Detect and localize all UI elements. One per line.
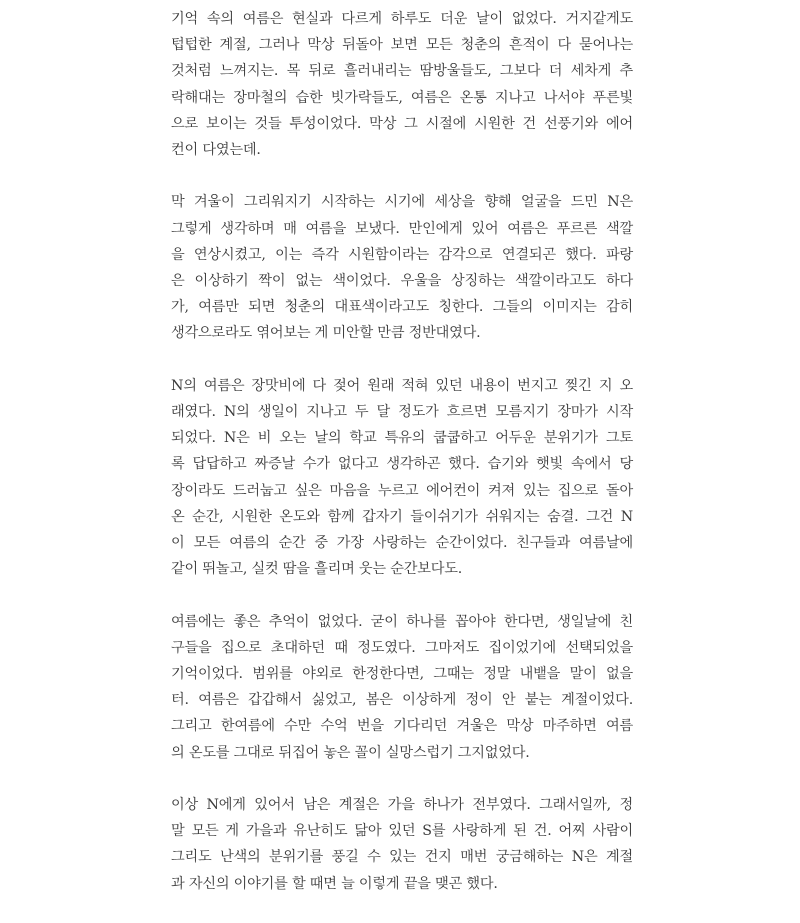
text-line: 기억이었다. 범위를 야외로 한정한다면, 그때는 정말 내뱉을 말이 없을 xyxy=(171,666,633,683)
text-line: 기억 속의 여름은 현실과 다르게 하루도 더운 날이 없었다. 거지같게도 xyxy=(171,11,633,27)
text-line: 여름에는 좋은 추억이 없었다. 굳이 하나를 꼽아야 한다면, 생일날에 친 xyxy=(171,613,633,630)
text-line: N의 여름은 장맛비에 다 젖어 원래 적혀 있던 내용이 번지고 찢긴 지 오 xyxy=(171,377,633,394)
text-line: 을 연상시켰고, 이는 즉각 시원함이라는 감각으로 연결되곤 했다. 파랑 xyxy=(171,246,633,263)
text-line: 컨이 다였는데. xyxy=(171,142,261,159)
text-line: 이상 N에게 있어서 남은 계절은 가을 하나가 전부였다. 그래서일까, 정 xyxy=(171,797,633,814)
document-body xyxy=(171,0,633,923)
text-line: 구들을 집으로 초대하던 때 정도였다. 그마저도 집이었기에 선택되었을 xyxy=(171,639,633,656)
text-line: 말 모든 게 가을과 유난히도 닮아 있던 S를 사랑하게 된 건. 어찌 사람이 xyxy=(171,823,633,840)
text-line: 으로 보이는 것들 투성이었다. 막상 그 시절에 시원한 건 선풍기와 에어 xyxy=(171,115,633,132)
text-line: 같이 뛰놀고, 실컷 땀을 흘리며 웃는 순간보다도. xyxy=(171,561,463,578)
text-line: 그리고 한여름에 수만 수억 번을 기다리던 겨울은 막상 마주하면 여름 xyxy=(171,718,633,735)
text-line: 락해대는 장마철의 습한 빗가락들도, 여름은 온통 지나고 나서야 푸른빛 xyxy=(171,89,633,106)
text-line: 가, 여름만 되면 청춘의 대표색이라고도 칭한다. 그들의 이미지는 감히 xyxy=(171,299,633,316)
text-line: 래였다. N의 생일이 지나고 두 달 정도가 흐르면 모름지기 장마가 시작 xyxy=(171,404,633,421)
paragraph-2 xyxy=(171,189,633,346)
text-line: 의 온도를 그대로 뒤집어 놓은 꼴이 실망스럽기 그지없었다. xyxy=(171,744,530,761)
text-line: 온 순간, 시원한 온도와 함께 갑자기 들이쉬기가 쉬워지는 숨결. 그건 N xyxy=(171,508,633,525)
text-line: 은 이상하기 짝이 없는 색이었다. 우울을 상징하는 색깔이라고도 하다 xyxy=(171,273,633,290)
text-line: 막 겨울이 그리워지기 시작하는 시기에 세상을 향해 얼굴을 드민 N은 xyxy=(171,194,633,211)
text-line: 것처럼 느껴지는. 목 뒤로 흘러내리는 땀방울들도, 그보다 더 세차게 추 xyxy=(171,63,633,80)
paragraph-1 xyxy=(171,6,633,163)
text-line: 되었다. N은 비 오는 날의 학교 특유의 쿱쿱하고 어두운 분위기가 그토 xyxy=(171,430,633,447)
text-line: 이 모든 여름의 순간 중 가장 사랑하는 순간이었다. 친구들과 여름날에 xyxy=(171,535,633,552)
text-line: 생각으로라도 엮어보는 게 미안할 만큼 정반대였다. xyxy=(171,325,481,342)
text-line: 텁텁한 계절, 그러나 막상 뒤돌아 보면 모든 청춘의 흔적이 다 묻어나는 xyxy=(171,37,633,54)
paragraph-4 xyxy=(171,609,633,766)
text-line: 그리도 난색의 분위기를 풍길 수 있는 건지 매번 궁금해하는 N은 계절 xyxy=(171,849,633,866)
text-line: 과 자신의 이야기를 할 때면 늘 이렇게 끝을 맺곤 했다. xyxy=(171,875,498,892)
text-line: 록 답답하고 짜증날 수가 없다고 생각하곤 했다. 습기와 햇빛 속에서 당 xyxy=(171,456,633,473)
paragraph-3 xyxy=(171,373,633,583)
paragraph-5 xyxy=(171,792,633,897)
text-line: 그렇게 생각하며 매 여름을 보냈다. 만인에게 있어 여름은 푸르른 색깔 xyxy=(171,220,633,237)
text-line: 장이라도 드러눕고 싶은 마음을 누르고 에어컨이 켜져 있는 집으로 돌아 xyxy=(171,482,633,499)
text-line: 터. 여름은 갑갑해서 싫었고, 봄은 이상하게 정이 안 붙는 계절이었다. xyxy=(171,692,633,709)
